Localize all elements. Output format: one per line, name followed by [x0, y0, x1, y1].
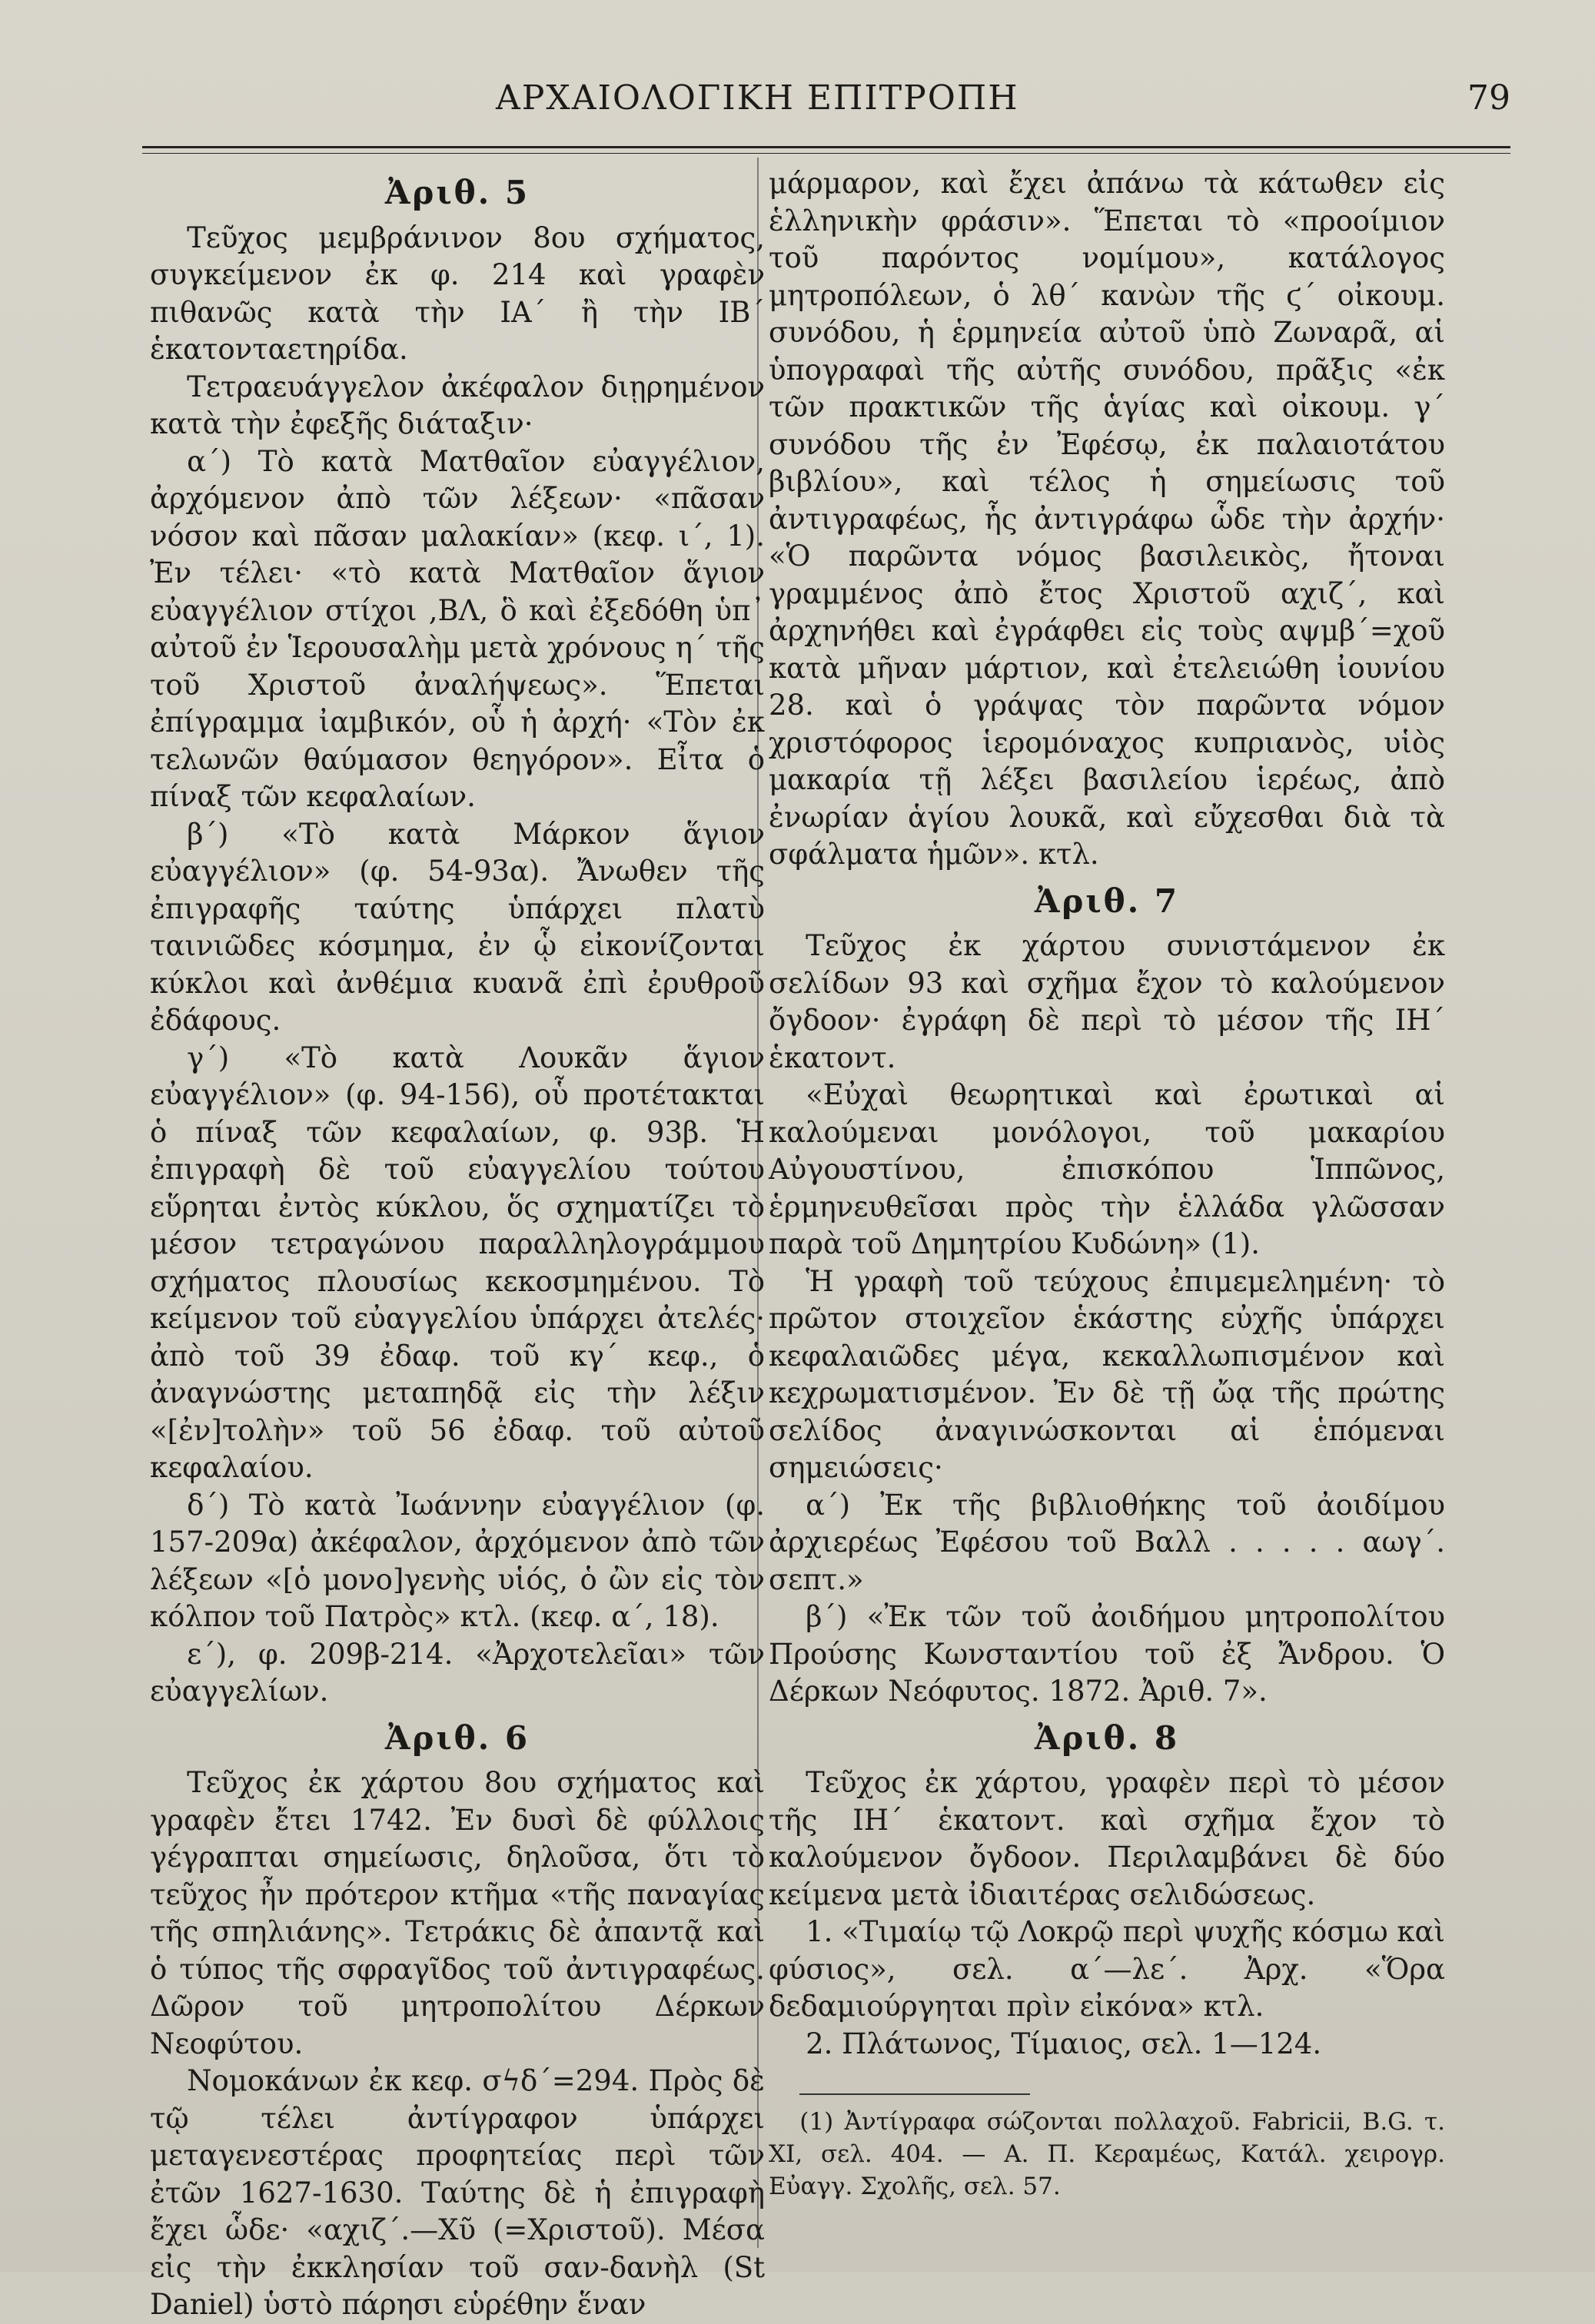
section-heading-5: Ἀριθ. 5	[384, 174, 530, 211]
paragraph: Ἡ γραφὴ τοῦ τεύχους ἐπιμεμελημένη· τὸ πρῶτον στοιχεῖον ἑκάστης εὐχῆς ὑπάρχει κεφαλαιῶδες μέγα, κεκαλλωπισμένον καὶ κεχρωματισμένον. Ἐν δὲ τῇ ὤᾳ τῆς πρώτης σελίδος ἀναγινώσκονται αἱ ἑπόμεναι σημειώσεις·	[769, 1264, 1445, 1484]
right-column	[769, 165, 1445, 2203]
paragraph: Νομοκάνων ἐκ κεφ. σϟδ΄=294. Πρὸς δὲ τῷ τέλει ἀντίγραφον ὑπάρχει μεταγενεστέρας προφητείας περὶ τῶν ἐτῶν 1627-1630. Ταύτης δὲ ἡ ἐπιγραφὴ ἔχει ὧδε· «αχιζ΄.—Χῦ (=Χριστοῦ). Μέσα εἰς τὴν ἐκκλησίαν τοῦ σαν-δανὴλ (St Daniel) ὑστὸ πάρησι εὑρέθην ἕναν	[150, 2064, 765, 2321]
paragraph: μάρμαρον, καὶ ἔχει ἀπάνω τὰ κάτωθεν εἰς ἑλληνικὴν φράσιν». Ἕπεται τὸ «προοίμιον τοῦ παρόντος νομίμου», κατάλογος μητροπόλεων, ὁ λθ΄ κανὼν τῆς ϛ΄ οἰκουμ. συνόδου, ἡ ἑρμηνεία αὐτοῦ ὑπὸ Ζωναρᾶ, αἱ ὑπογραφαὶ τῆς αὐτῆς συνόδου, πρᾶξις «ἐκ τῶν πρακτικῶν τῆς ἁγίας καὶ οἰκουμ. γ΄ συνόδου τῆς ἐν Ἐφέσῳ, ἐκ παλαιοτάτου βιβλίου», καὶ τέλος ἡ σημείωσις τοῦ ἀντιγραφέως, ἧς ἀντιγράφω ὧδε τὴν ἀρχήν· «Ὁ παρῶντα νόμος βασιλεικὸς, ἤτοναι γραμμένος ἀπὸ ἔτος Χριστοῦ αχιζ΄, καὶ ἀρχηνήθει καὶ ἐγράφθει εἰς τοὺς αψμβ΄=χοῦ κατὰ μῆναν μάρτιον, καὶ ἐτελειώθη ἰουνίου 28. καὶ ὁ γράψας τὸν παρῶντα νόμον χριστόφορος ἱερομόναχος κυπριανὸς, υἱὸς μακαρία τῇ λέξει βασιλείου ἱερέως, ἀπὸ ἐνωρίαν ἁγίου λουκᾶ, καὶ εὔχεσθαι διὰ τὰ σφάλματα ἡμῶν». κτλ.	[769, 167, 1445, 871]
header-title: ΑΡΧΑΙΟΛΟΓΙΚΗ ΕΠΙΤΡΟΠΗ	[496, 78, 1019, 118]
running-header	[142, 71, 1510, 140]
paragraph: Τεῦχος ἐκ χάρτου 8ου σχήματος καὶ γραφὲν ἔτει 1742. Ἐν δυσὶ δὲ φύλλοις γέγραπται σημείωσις, δηλοῦσα, ὅτι τὸ τεῦχος ἦν πρότερον κτῆμα «τῆς παναγίας τῆς σπηλιάνης». Τετράκις δὲ ἀπαντᾷ καὶ ὁ τύπος τῆς σφραγῖδος τοῦ ἀντιγραφέως. Δῶρον τοῦ μητροπολίτου Δέρκων Νεοφύτου.	[150, 1766, 765, 2060]
paragraph: Τεῦχος μεμβράνινον 8ου σχήματος, συγκείμενον ἐκ φ. 214 καὶ γραφὲν πιθανῶς κατὰ τὴν ΙΑ΄ ἢ τὴν ΙΒ΄ ἑκατονταετηρίδα.	[150, 221, 765, 366]
paragraph: β΄) «Τὸ κατὰ Μάρκον ἅγιον εὐαγγέλιον» (φ. 54-93α). Ἄνωθεν τῆς ἐπιγραφῆς ταύτης ὑπάρχει πλατὺ ταινιῶδες κόσμημα, ἐν ᾧ εἰκονίζονται κύκλοι καὶ ἀνθέμια κυανᾶ ἐπὶ ἐρυθροῦ ἐδάφους.	[150, 817, 765, 1037]
paragraph: «Εὐχαὶ θεωρητικαὶ καὶ ἐρωτικαὶ αἱ καλούμεναι μονόλογοι, τοῦ μακαρίου Αὐγουστίνου, ἐπισκόπου Ἱππῶνος, ἑρμηνευθεῖσαι πρὸς τὴν ἑλλάδα γλῶσσαν παρὰ τοῦ Δημητρίου Κυδώνη» (1).	[769, 1078, 1445, 1260]
footnote-rule	[799, 2093, 1030, 2095]
paragraph: Τεῦχος ἐκ χάρτου συνιστάμενον ἐκ σελίδων 93 καὶ σχῆμα ἔχον τὸ καλούμενον ὄγδοον· ἐγράφη δὲ περὶ τὸ μέσον τῆς ΙΗ΄ ἑκατοντ.	[769, 929, 1445, 1074]
paragraph: 1. «Τιμαίῳ τῷ Λοκρῷ περὶ ψυχῆς κόσμω καὶ φύσιος», σελ. α΄—λε΄. Ἀρχ. «Ὅρα δεδαμιούργηται πρὶν εἰκόνα» κτλ.	[769, 1915, 1445, 2023]
paragraph: 2. Πλάτωνος, Τίμαιος, σελ. 1—124.	[806, 2027, 1322, 2060]
paragraph: α΄) Ἐκ τῆς βιβλιοθήκης τοῦ ἀοιδίμου ἀρχιερέως Ἐφέσου τοῦ Βαλλ . . . . . αωγ΄. σεπτ.»	[769, 1488, 1445, 1596]
paragraph: γ΄) «Τὸ κατὰ Λουκᾶν ἅγιον εὐαγγέλιον» (φ. 94-156), οὗ προτέτακται ὁ πίναξ τῶν κεφαλαίων, φ. 93β. Ἡ ἐπιγραφὴ δὲ τοῦ εὐαγγελίου τούτου εὕρηται ἐντὸς κύκλου, ὅς σχηματίζει τὸ μέσον τετραγώνου παραλληλογράμμου σχήματος πλουσίως κεκοσμημένου. Τὸ κείμενον τοῦ εὐαγγελίου ὑπάρχει ἀτελές· ἀπὸ τοῦ 39 ἐδαφ. τοῦ κγ΄ κεφ., ὁ ἀναγνώστης μεταπηδᾷ εἰς τὴν λέξιν «[ἐν]τολὴν» τοῦ 56 ἐδαφ. τοῦ αὐτοῦ κεφαλαίου.	[150, 1041, 765, 1484]
paragraph: α΄) Τὸ κατὰ Ματθαῖον εὐαγγέλιον, ἀρχόμενον ἀπὸ τῶν λέξεων· «πᾶσαν νόσον καὶ πᾶσαν μαλακίαν» (κεφ. ι΄, 1). Ἐν τέλει· «τὸ κατὰ Ματθαῖον ἅγιον εὐαγγέλιον στίχοι ,ΒΛ, ὃ καὶ ἐξεδόθη ὑπ᾽ αὐτοῦ ἐν Ἱερουσαλὴμ μετὰ χρόνους η΄ τῆς τοῦ Χριστοῦ ἀναλήψεως». Ἕπεται ἐπίγραμμα ἰαμβικόν, οὗ ἡ ἀρχή· «Τὸν ἐκ τελωνῶν θαύμασον θεηγόρον». Εἶτα ὁ πίναξ τῶν κεφαλαίων.	[150, 444, 765, 813]
paragraph: β΄) «Ἐκ τῶν τοῦ ἀοιδήμου μητροπολίτου Προύσης Κωνσταντίου τοῦ ἐξ Ἄνδρου. Ὁ Δέρκων Νεόφυτος. 1872. Ἀριθ. 7».	[769, 1600, 1445, 1708]
paragraph: Τετραευάγγελον ἀκέφαλον διῃρημένον κατὰ τὴν ἐφεξῆς διάταξιν·	[150, 370, 765, 440]
section-heading-8: Ἀριθ. 8	[1034, 1718, 1180, 1757]
section-heading-7: Ἀριθ. 7	[1034, 881, 1180, 920]
left-column	[150, 165, 765, 2324]
footnote: (1) Ἀντίγραφα σώζονται πολλαχοῦ. Fabricii, B.G. τ. XI, σελ. 404. — Α. Π. Κεραμέως, Κατάλ. χειρογρ. Εὐαγγ. Σχολῆς, σελ. 57.	[769, 2108, 1445, 2200]
paragraph: δ΄) Τὸ κατὰ Ἰωάννην εὐαγγέλιον (φ. 157-209α) ἀκέφαλον, ἀρχόμενον ἀπὸ τῶν λέξεων «[ὁ μονο]γενὴς υἱός, ὁ ὢν εἰς τὸν κόλπον τοῦ Πατρὸς» κτλ. (κεφ. α΄, 18).	[150, 1488, 765, 1633]
paragraph: Τεῦχος ἐκ χάρτου, γραφὲν περὶ τὸ μέσον τῆς ΙΗ΄ ἑκατοντ. καὶ σχῆμα ἔχον τὸ καλούμενον ὄγδοον. Περιλαμβάνει δὲ δύο κείμενα μετὰ ἰδιαιτέρας σελιδώσεως.	[769, 1766, 1445, 1911]
paragraph: ε΄), φ. 209β-214. «Ἀρχοτελεῖαι» τῶν εὐαγγελίων.	[150, 1637, 765, 1708]
page-number: 79	[1467, 78, 1510, 118]
header-rule	[142, 146, 1510, 154]
section-heading-6: Ἀριθ. 6	[384, 1718, 530, 1757]
